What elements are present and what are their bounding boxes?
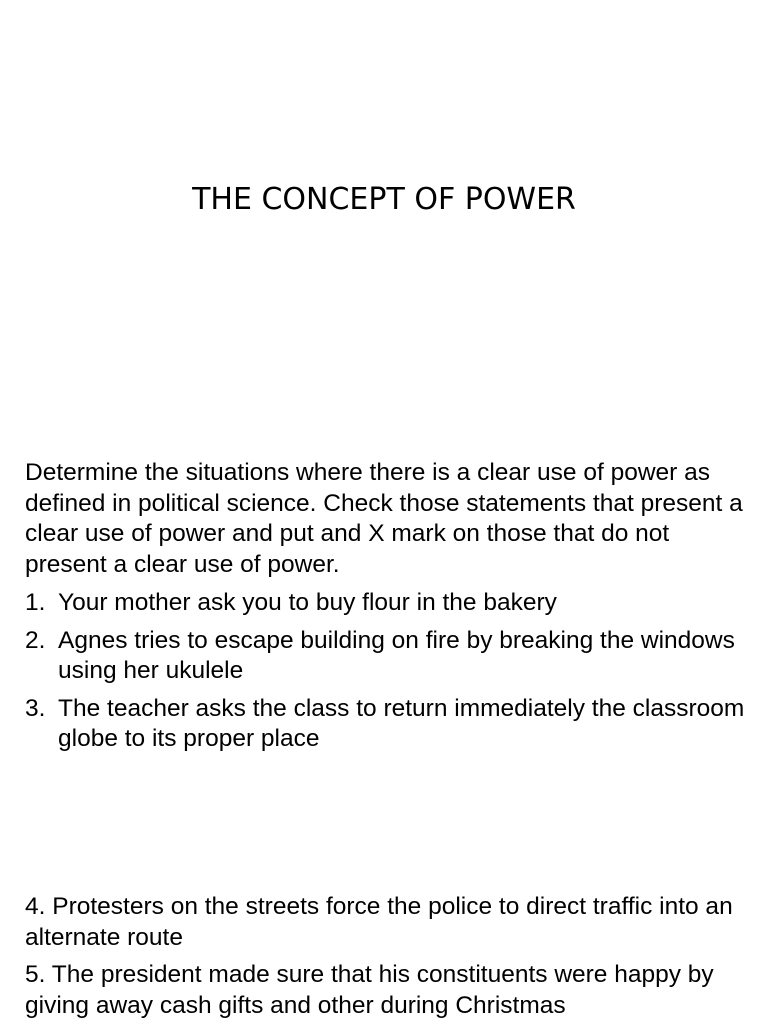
additional-statement-list xyxy=(25,892,750,1028)
item-text: Agnes tries to escape building on fire by breaking the windows using her ukulele xyxy=(58,626,735,684)
item-number: 3. xyxy=(25,694,46,722)
item-number: 1. xyxy=(25,589,46,616)
list-item: 4. Protesters on the streets force the police to direct traffic into an alternate route xyxy=(25,893,733,951)
item-text: Your mother ask you to buy flour in the bakery xyxy=(58,589,557,616)
numbered-statement-list xyxy=(25,588,750,762)
list-item xyxy=(25,626,750,687)
list-item xyxy=(25,694,750,755)
item-number: 2. xyxy=(25,626,46,654)
instructions-paragraph: Determine the situations where there is a clear use of power as defined in political science. Check those statements that present a clear use of power and put and X mark on those that do not present a clear use of power. xyxy=(25,459,743,578)
item-text: The teacher asks the class to return immediately the classroom globe to its proper place xyxy=(58,694,745,752)
slide-title: THE CONCEPT OF POWER xyxy=(192,182,576,217)
list-item: 5. The president made sure that his constituents were happy by giving away cash gifts and other during Christmas xyxy=(25,961,714,1019)
list-item xyxy=(25,588,750,619)
